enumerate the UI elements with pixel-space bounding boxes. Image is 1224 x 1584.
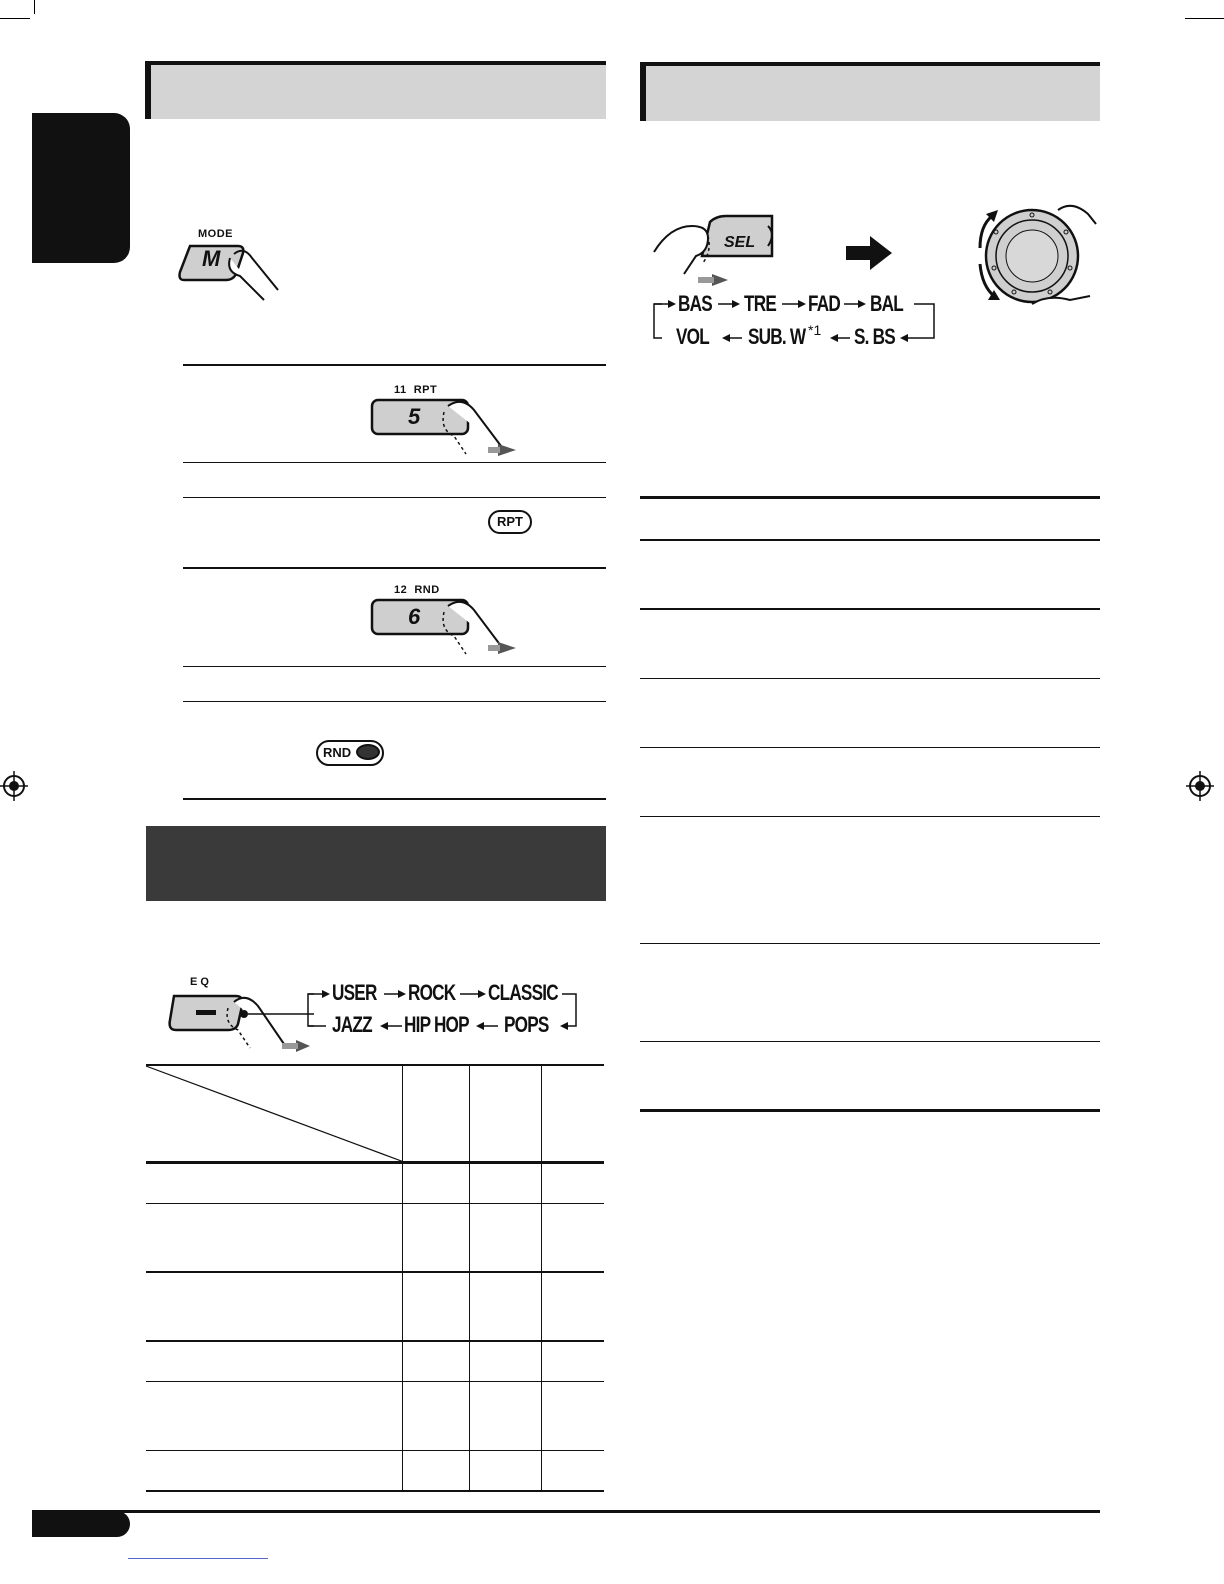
left-table-rule-2 <box>183 462 606 463</box>
sound-item-sbs: S. BS <box>854 324 895 349</box>
mode-button-illustration <box>178 226 288 306</box>
eq-mode-classic: CLASSIC <box>488 980 558 1005</box>
rpt-indicator-text: RPT <box>497 514 523 529</box>
crop-mark-top-left <box>0 18 30 19</box>
sound-item-tre: TRE <box>744 291 776 316</box>
sound-item-bal: BAL <box>870 291 903 316</box>
left-table-rule-7 <box>183 798 606 800</box>
eq-top-label: EQ <box>190 976 212 988</box>
next-step-arrow-icon <box>846 236 894 270</box>
right-table-rule-3 <box>640 608 1100 610</box>
sel-key-glyph: SEL <box>724 234 756 251</box>
page-number-tab <box>32 1511 130 1537</box>
left-section-header <box>145 61 606 119</box>
left-table-rule-6 <box>183 701 606 702</box>
disc-icon <box>356 744 380 760</box>
rnd-indicator-icon <box>316 738 386 768</box>
eq-mode-jazz: JAZZ <box>332 1012 372 1037</box>
sound-item-fad: FAD <box>808 291 840 316</box>
right-table-rule-4 <box>640 678 1100 679</box>
sound-item-subw: SUB. W <box>748 324 806 349</box>
subw-footnote-mark: *1 <box>808 322 822 338</box>
random-key-glyph: 6 <box>408 604 421 629</box>
control-dial-icon <box>962 196 1100 324</box>
random-button-illustration <box>370 582 530 662</box>
mode-label: MODE <box>198 228 233 240</box>
right-table-rule-8 <box>640 1041 1100 1042</box>
right-table-rule-2 <box>640 539 1100 541</box>
sound-adjust-cycle-diagram <box>648 288 938 350</box>
eq-mode-hip-hop: HIP HOP <box>404 1012 469 1037</box>
repeat-top-label: 11 RPT <box>394 384 438 396</box>
eq-mode-rock: ROCK <box>408 980 456 1005</box>
left-table-rule-1 <box>183 364 606 366</box>
eq-mode-user: USER <box>332 980 377 1005</box>
registration-mark-right <box>1186 771 1214 801</box>
right-table-rule-1 <box>640 496 1100 499</box>
registration-mark-left <box>0 771 28 801</box>
mode-key-glyph: M <box>202 246 221 271</box>
repeat-button-illustration <box>370 382 530 462</box>
right-section-header <box>640 62 1100 121</box>
sel-button-illustration <box>650 212 775 287</box>
eq-button-illustration <box>166 976 316 1056</box>
repeat-key-glyph: 5 <box>408 404 421 429</box>
left-table-rule-4 <box>183 567 606 569</box>
footer-rule <box>32 1510 1100 1513</box>
left-table-rule-5 <box>183 666 606 667</box>
crop-mark-top-left-v <box>34 0 35 14</box>
eq-mode-pops: POPS <box>504 1012 549 1037</box>
random-top-label: 12 RND <box>394 584 440 596</box>
crop-mark-top-right <box>1185 18 1224 19</box>
rpt-indicator-icon <box>488 510 532 534</box>
footer-link-underline <box>128 1558 268 1559</box>
right-table-rule-6 <box>640 816 1100 817</box>
side-language-tab <box>32 113 130 263</box>
eq-section-header <box>146 826 606 901</box>
sound-item-bas: BAS <box>678 291 712 316</box>
eq-settings-table <box>146 1064 604 1494</box>
right-table-rule-7 <box>640 943 1100 944</box>
eq-cycle-diagram <box>300 976 585 1046</box>
right-table-rule-9 <box>640 1109 1100 1112</box>
left-table-rule-3 <box>183 497 606 498</box>
right-table-rule-5 <box>640 747 1100 748</box>
rnd-indicator-text: RND <box>323 745 352 760</box>
sound-item-vol: VOL <box>676 324 709 349</box>
